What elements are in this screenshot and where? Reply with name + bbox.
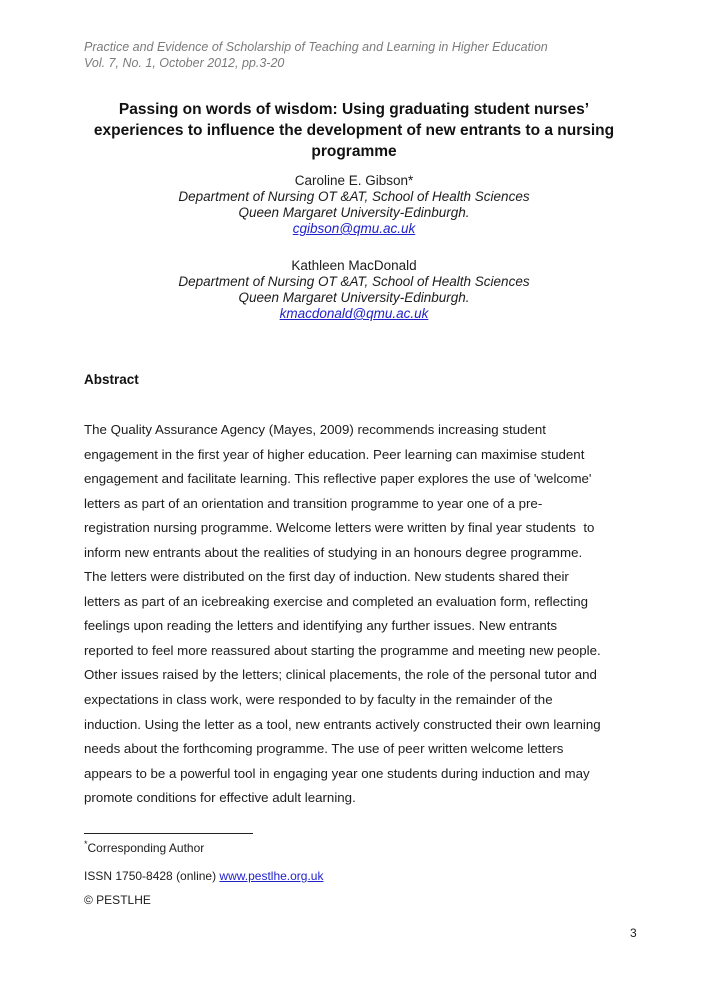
issn-line — [84, 869, 323, 883]
abstract-line: appears to be a powerful tool in engaging year one students during induction and may — [84, 765, 590, 781]
author-university: Queen Margaret University-Edinburgh. — [238, 290, 470, 305]
abstract-line: reported to feel more reassured about starting the programme and meeting new people. — [84, 642, 601, 658]
author-department: Department of Nursing OT &AT, School of Health Sciences — [178, 189, 530, 204]
abstract-line: letters as part of an orientation and transition programme to year one of a pre- — [84, 495, 543, 511]
author-block-first — [84, 173, 624, 237]
abstract-line: needs about the forthcoming programme. The use of peer written welcome letters — [84, 741, 564, 757]
abstract-line: letters as part of an icebreaking exercise and completed an evaluation form, reflecting — [84, 593, 589, 609]
corresponding-author-text: Corresponding Author — [87, 841, 205, 855]
abstract-line: registration nursing programme. Welcome letters were written by final year students to — [84, 520, 595, 536]
author-email-link[interactable]: cgibson@qmu.ac.uk — [292, 221, 416, 236]
journal-name: Practice and Evidence of Scholarship of Teaching and Learning in Higher Education — [84, 40, 548, 54]
abstract-line: The letters were distributed on the first day of induction. New students shared their — [84, 569, 569, 585]
author-name: Caroline E. Gibson* — [294, 173, 414, 188]
abstract-line: Other issues raised by the letters; clinical placements, the role of the personal tutor and — [84, 667, 597, 683]
abstract-line: inform new entrants about the realities of studying in an honours degree programme. — [84, 544, 583, 560]
author-department: Department of Nursing OT &AT, School of Health Sciences — [178, 274, 530, 289]
footnote-divider — [84, 833, 253, 834]
abstract-line: engagement in the first year of higher education. Peer learning can maximise student — [84, 446, 585, 462]
copyright-notice: © PESTLHE — [84, 893, 151, 907]
journal-header — [84, 40, 644, 71]
corresponding-author-note — [84, 841, 204, 855]
author-email-link[interactable]: kmacdonald@qmu.ac.uk — [279, 306, 429, 321]
abstract-line: expectations in class work, were responded to by faculty in the remainder of the — [84, 692, 553, 708]
page-number: 3 — [630, 926, 637, 940]
paper-title: Passing on words of wisdom: Using graduating student nurses’ experiences to influence the development of new entrants to a nursing programme — [93, 101, 615, 160]
journal-website-link[interactable]: www.pestlhe.org.uk — [219, 869, 324, 883]
abstract-line: feelings upon reading the letters and identifying any further issues. New entrants — [84, 618, 558, 634]
author-block-second — [84, 258, 624, 322]
author-name: Kathleen MacDonald — [291, 258, 417, 273]
abstract-text — [84, 418, 644, 811]
abstract-line: The Quality Assurance Agency (Mayes, 2009) recommends increasing student — [84, 422, 546, 437]
abstract-line: induction. Using the letter as a tool, new entrants actively constructed their own learning — [84, 716, 601, 732]
abstract-line: promote conditions for effective adult learning. — [84, 790, 356, 806]
abstract-heading: Abstract — [84, 372, 139, 387]
abstract-line: engagement and facilitate learning. This reflective paper explores the use of 'welcome' — [84, 471, 592, 487]
corresponding-author-marker: * — [84, 839, 88, 849]
author-university: Queen Margaret University-Edinburgh. — [238, 205, 470, 220]
issn-text: ISSN 1750-8428 (online) — [84, 869, 220, 883]
journal-issue: Vol. 7, No. 1, October 2012, pp.3-20 — [84, 55, 285, 70]
